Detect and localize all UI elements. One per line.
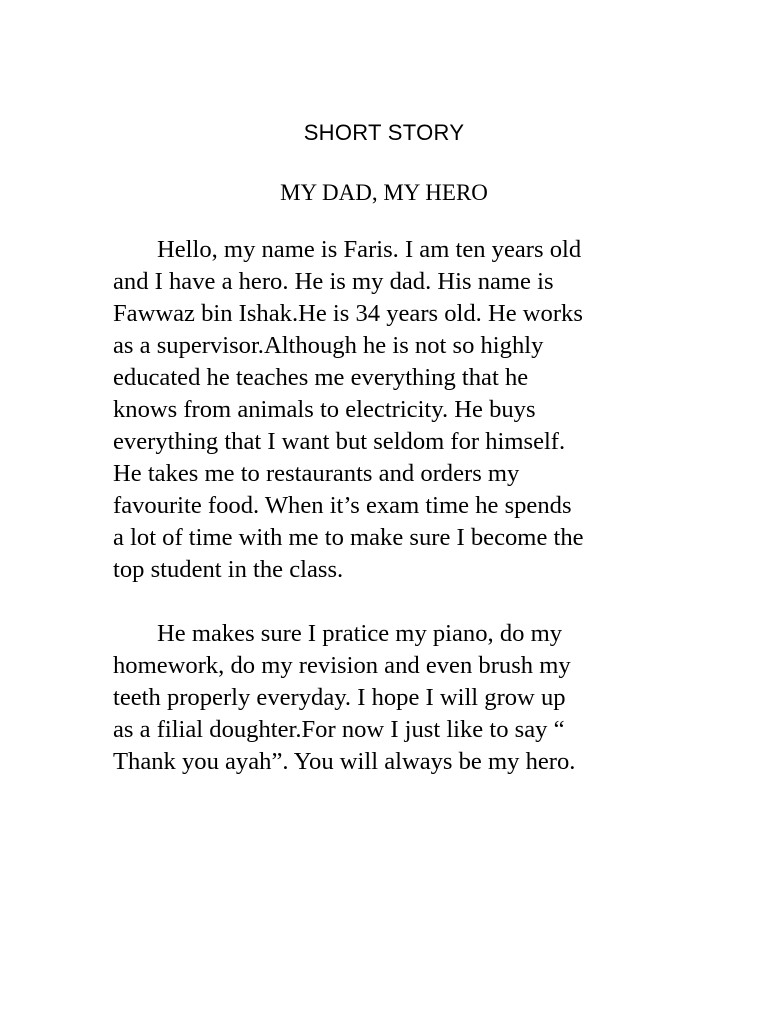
paragraph-line: knows from animals to electricity. He buys <box>113 396 536 423</box>
document-title: SHORT STORY <box>303 120 465 145</box>
paragraph-1 <box>113 234 653 586</box>
paragraph-line: Hello, my name is Faris. I am ten years old <box>157 236 582 263</box>
paragraph-line: homework, do my revision and even brush my <box>113 652 571 679</box>
paragraph-line: top student in the class. <box>113 556 344 583</box>
paragraph-line: Fawwaz bin Ishak.He is 34 years old. He works <box>113 300 583 327</box>
paragraph-line: everything that I want but seldom for himself. <box>113 428 566 455</box>
paragraph-line: He makes sure I pratice my piano, do my <box>157 620 562 647</box>
paragraph-line: favourite food. When it’s exam time he spends <box>113 492 572 519</box>
paragraph-2 <box>113 618 653 778</box>
paragraph-line: Thank you ayah”. You will always be my hero. <box>113 748 576 775</box>
paragraph-line: and I have a hero. He is my dad. His name is <box>113 268 554 295</box>
paragraph-line: teeth properly everyday. I hope I will grow up <box>113 684 566 711</box>
paragraph-line: a lot of time with me to make sure I become the <box>113 524 584 551</box>
paragraph-line: educated he teaches me everything that he <box>113 364 529 391</box>
paragraph-line: as a filial doughter.For now I just like to say “ <box>113 716 565 743</box>
paragraph-line: He takes me to restaurants and orders my <box>113 460 520 487</box>
story-title: MY DAD, MY HERO <box>280 180 488 205</box>
paragraph-line: as a supervisor.Although he is not so highly <box>113 332 544 359</box>
